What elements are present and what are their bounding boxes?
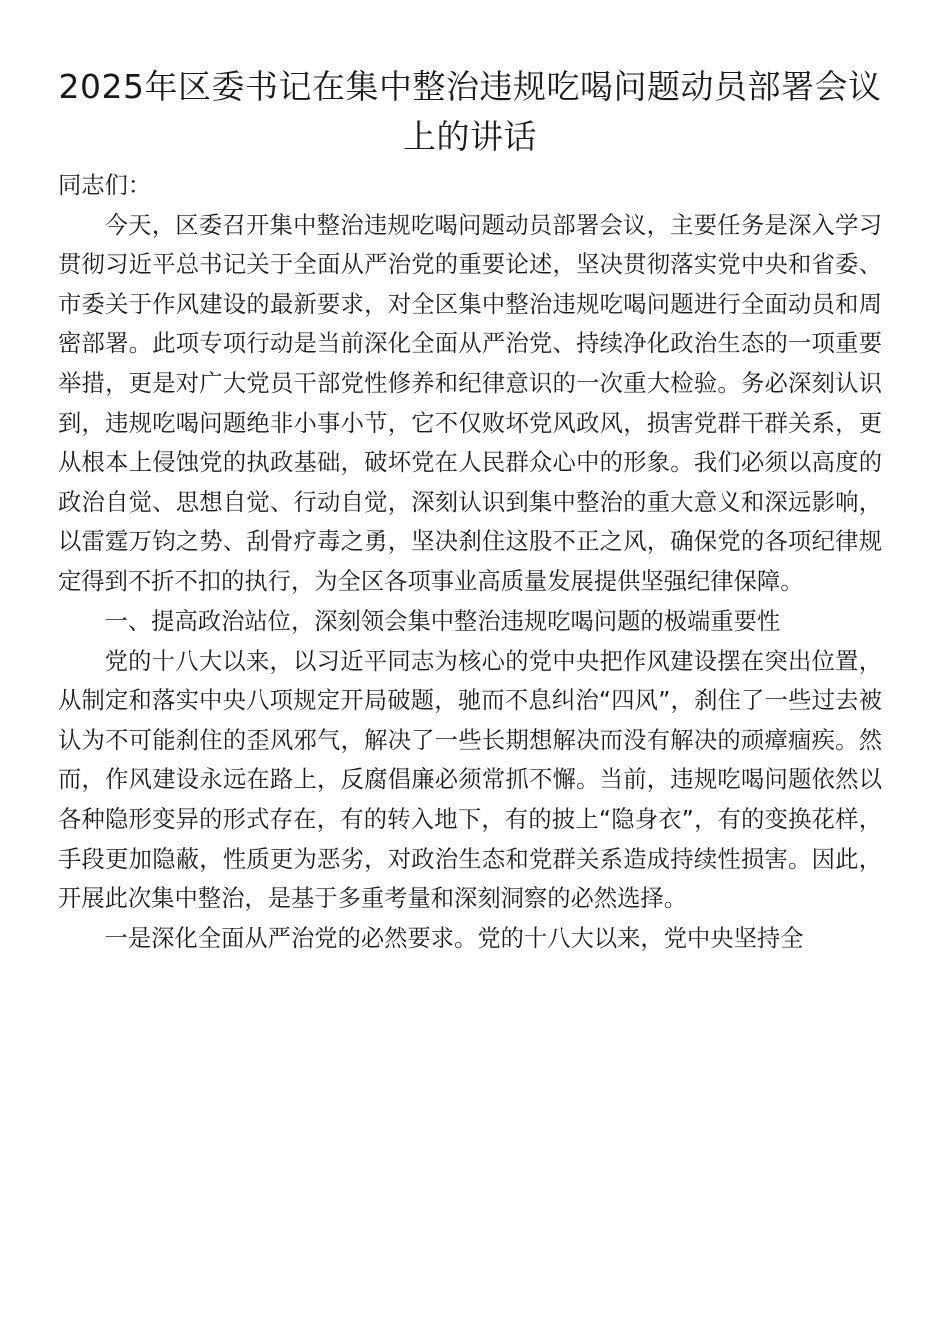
document-title: 2025年区委书记在集中整治违规吃喝问题动员部署会议上的讲话 [58, 67, 882, 156]
paragraph-section-1-body: 党的十八大以来，以习近平同志为核心的党中央把作风建设摆在突出位置，从制定和落实中央八项规定开局破题，驰而不息纠治“四风”，刹住了一些过去被认为不可能刹住的歪风邪气，解决了一些长期想解决而没有解决的顽瘴痼疾。然而，作风建设永远在路上，反腐倡廉必须常抓不懈。当前，违规吃喝问题依然以各种隐形变异的形式存在，有的转入地下，有的披上“隐身衣”，有的变换花样，手段更加隐蔽，性质更为恶劣，对政治生态和党群关系造成持续性损害。因此，开展此次集中整治，是基于多重考量和深刻洞察的必然选择。 [58, 647, 882, 913]
salutation: 同志们： [58, 172, 152, 199]
section-heading-1: 一、提高政治站位，深刻领会集中整治违规吃喝问题的极端重要性 [104, 607, 781, 635]
paragraph-intro: 今天，区委召开集中整治违规吃喝问题动员部署会议，主要任务是深入学习贯彻习近平总书记关于全面从严治党的重要论述，坚决贯彻落实党中央和省委、市委关于作风建设的最新要求，对全区集中整治违规吃喝问题进行全面动员和周密部署。此项专项行动是当前深化全面从严治党、持续净化政治生态的一项重要举措，更是对广大党员干部党性修养和纪律意识的一次重大检验。务必深刻认识到，违规吃喝问题绝非小事小节，它不仅败坏党风政风，损害党群干群关系，更从根本上侵蚀党的执政基础，破坏党在人民群众心中的形象。我们必须以高度的政治自觉、思想自觉、行动自觉，深刻认识到集中整治的重大意义和深远影响，以雷霆万钧之势、刮骨疗毒之勇，坚决刹住这股不正之风，确保党的各项纪律规定得到不折不扣的执行，为全区各项事业高质量发展提供坚强纪律保障。 [58, 211, 882, 595]
paragraph-point-1: 一是深化全面从严治党的必然要求。党的十八大以来，党中央坚持全 [104, 924, 804, 952]
